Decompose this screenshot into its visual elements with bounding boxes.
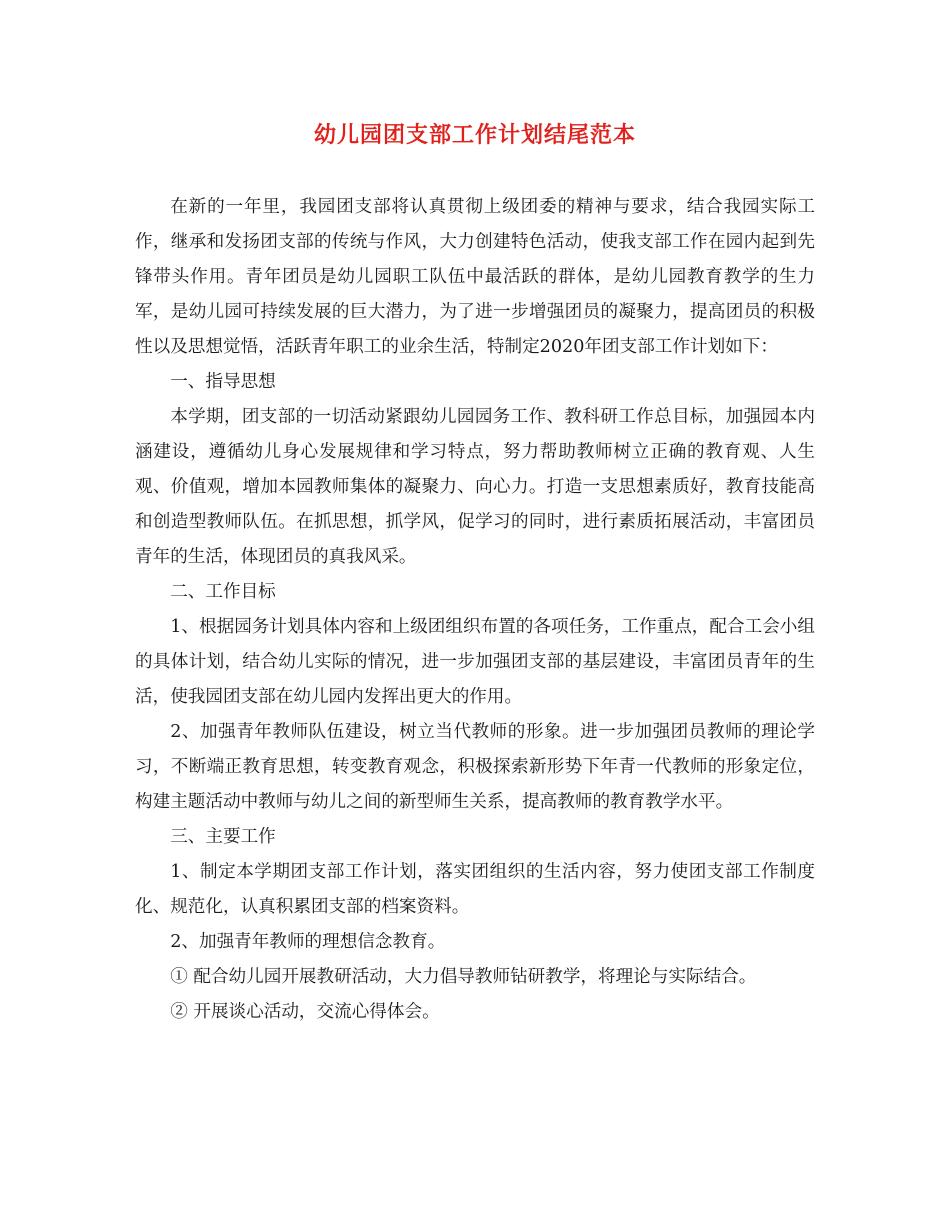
paragraph-work-2-item-1: ① 配合幼儿园开展教研活动，大力倡导教师钻研教学，将理论与实际结合。 <box>170 967 757 987</box>
paragraph-work-2: 2、加强青年教师的理想信念教育。 <box>170 932 446 952</box>
section-heading-work-goals: 二、工作目标 <box>170 582 276 602</box>
paragraph-goal-2: 2、加强青年教师队伍建设，树立当代教师的形象。进一步加强团员教师的理论学习，不断端正教育思想，转变教育观念，积极探索新形势下年青一代教师的形象定位，构建主题活动中教师与幼儿之间的新型师生关系，提高教师的教育教学水平。 <box>135 722 815 812</box>
document-title: 幼儿园团支部工作计划结尾范本 <box>313 122 636 148</box>
paragraph-goal-1: 1、根据园务计划具体内容和上级团组织布置的各项任务，工作重点，配合工会小组的具体计划，结合幼儿实际的情况，进一步加强团支部的基层建设，丰富团员青年的生活，使我园团支部在幼儿园内发挥出更大的作用。 <box>135 617 815 707</box>
document-body <box>135 190 815 1030</box>
section-heading-main-work: 三、主要工作 <box>170 827 276 847</box>
paragraph-work-2-item-2: ② 开展谈心活动，交流心得体会。 <box>170 1002 440 1022</box>
paragraph-intro: 在新的一年里，我园团支部将认真贯彻上级团委的精神与要求，结合我园实际工作，继承和发扬团支部的传统与作风，大力创建特色活动，使我支部工作在园内起到先锋带头作用。青年团员是幼儿园职工队伍中最活跃的群体，是幼儿园教育教学的生力军，是幼儿园可持续发展的巨大潜力，为了进一步增强团员的凝聚力，提高团员的积极性以及思想觉悟，活跃青年职工的业余生活，特制定2020年团支部工作计划如下： <box>135 197 815 357</box>
paragraph-work-1: 1、制定本学期团支部工作计划，落实团组织的生活内容，努力使团支部工作制度化、规范化，认真积累团支部的档案资料。 <box>135 862 815 917</box>
paragraph-guiding-ideology: 本学期，团支部的一切活动紧跟幼儿园园务工作、教科研工作总目标，加强园本内涵建设，遵循幼儿身心发展规律和学习特点，努力帮助教师树立正确的教育观、人生观、价值观，增加本园教师集体的凝聚力、向心力。打造一支思想素质好，教育技能高和创造型教师队伍。在抓思想，抓学风，促学习的同时，进行素质拓展活动，丰富团员青年的生活，体现团员的真我风采。 <box>135 407 815 567</box>
section-heading-guiding-ideology: 一、指导思想 <box>170 372 276 392</box>
